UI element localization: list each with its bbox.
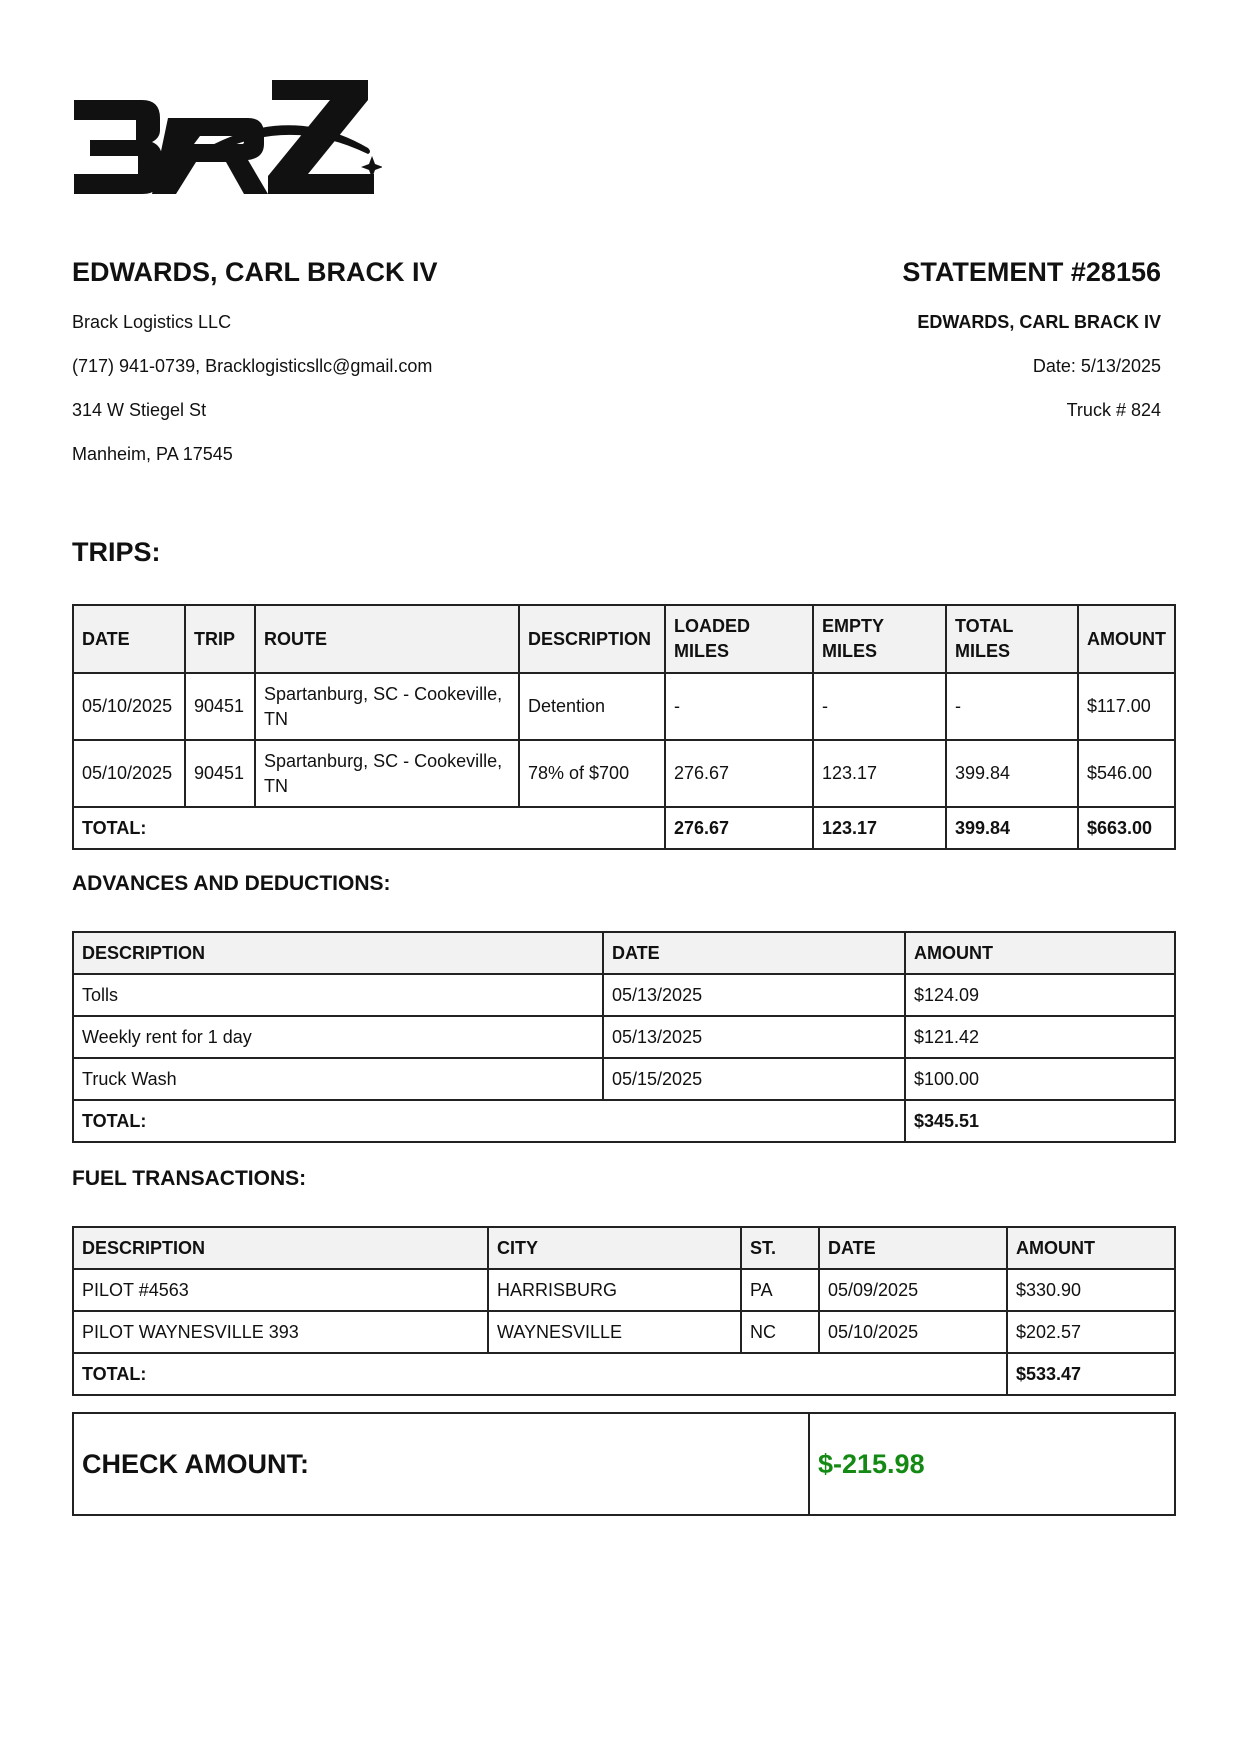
trip-date: 05/10/2025	[73, 740, 185, 807]
total-label: TOTAL:	[73, 807, 665, 849]
header-cell: DESCRIPTION	[519, 605, 665, 673]
trip-route: Spartanburg, SC - Cookeville, TN	[255, 673, 519, 740]
fuel-description: PILOT WAYNESVILLE 393	[73, 1311, 488, 1353]
statement-driver-name: EDWARDS, CARL BRACK IV	[917, 312, 1161, 332]
deduction-date: 05/13/2025	[603, 1016, 905, 1058]
check-amount-box	[72, 1412, 1176, 1516]
total-loaded-miles: 276.67	[665, 807, 813, 849]
statement-date: Date: 5/13/2025	[1032, 356, 1161, 376]
total-amount: $533.47	[1007, 1353, 1175, 1395]
trip-total-miles: -	[946, 673, 1078, 740]
truck-number: Truck # 824	[1066, 400, 1161, 420]
table-row	[73, 1269, 1175, 1311]
table-row	[73, 974, 1175, 1016]
address-line1: 314 W Stiegel St	[72, 400, 207, 420]
trip-empty-miles: 123.17	[813, 740, 946, 807]
address-line2: Manheim, PA 17545	[72, 444, 233, 464]
trip-amount: $546.00	[1078, 740, 1175, 807]
fuel-amount: $330.90	[1007, 1269, 1175, 1311]
fuel-title: FUEL TRANSACTIONS:	[72, 1167, 307, 1190]
check-amount-label: CHECK AMOUNT:	[73, 1413, 809, 1515]
fuel-total-row	[73, 1353, 1175, 1395]
total-label: TOTAL:	[73, 1353, 1007, 1395]
header-cell: EMPTY MILES	[813, 605, 946, 673]
header-cell: ROUTE	[255, 605, 519, 673]
fuel-amount: $202.57	[1007, 1311, 1175, 1353]
advances-total-row	[73, 1100, 1175, 1142]
header-cell: DATE	[73, 605, 185, 673]
brz-logo	[72, 78, 382, 196]
trips-total-row	[73, 807, 1175, 849]
header-cell: AMOUNT	[1078, 605, 1175, 673]
company-name: Brack Logistics LLC	[72, 312, 232, 332]
trips-header-row	[73, 605, 1175, 673]
fuel-city: WAYNESVILLE	[488, 1311, 741, 1353]
check-row	[73, 1413, 1175, 1515]
trip-amount: $117.00	[1078, 673, 1175, 740]
header-cell: AMOUNT	[1007, 1227, 1175, 1269]
trip-route: Spartanburg, SC - Cookeville, TN	[255, 740, 519, 807]
deduction-amount: $121.42	[905, 1016, 1175, 1058]
header-cell: AMOUNT	[905, 932, 1175, 974]
driver-info	[72, 252, 632, 476]
trip-loaded-miles: -	[665, 673, 813, 740]
deduction-description: Tolls	[73, 974, 603, 1016]
trip-number: 90451	[185, 740, 255, 807]
header-cell: DATE	[819, 1227, 1007, 1269]
fuel-header-row	[73, 1227, 1175, 1269]
trip-total-miles: 399.84	[946, 740, 1078, 807]
fuel-date: 05/10/2025	[819, 1311, 1007, 1353]
fuel-city: HARRISBURG	[488, 1269, 741, 1311]
fuel-state: NC	[741, 1311, 819, 1353]
trip-empty-miles: -	[813, 673, 946, 740]
trip-date: 05/10/2025	[73, 673, 185, 740]
statement-title: STATEMENT #28156	[902, 257, 1161, 287]
deduction-description: Truck Wash	[73, 1058, 603, 1100]
table-row	[73, 740, 1175, 807]
fuel-date: 05/09/2025	[819, 1269, 1007, 1311]
deduction-description: Weekly rent for 1 day	[73, 1016, 603, 1058]
trip-description: Detention	[519, 673, 665, 740]
contact-info: (717) 941-0739, Bracklogisticsllc@gmail.com	[72, 356, 433, 376]
trip-number: 90451	[185, 673, 255, 740]
table-row	[73, 1058, 1175, 1100]
fuel-state: PA	[741, 1269, 819, 1311]
total-label: TOTAL:	[73, 1100, 905, 1142]
advances-title: ADVANCES AND DEDUCTIONS:	[72, 872, 391, 895]
header-cell: DESCRIPTION	[73, 1227, 488, 1269]
deduction-date: 05/15/2025	[603, 1058, 905, 1100]
check-amount-value: $-215.98	[809, 1413, 1175, 1515]
header-cell: LOADED MILES	[665, 605, 813, 673]
fuel-description: PILOT #4563	[73, 1269, 488, 1311]
header-cell: ST.	[741, 1227, 819, 1269]
total-empty-miles: 123.17	[813, 807, 946, 849]
header-cell: TOTAL MILES	[946, 605, 1078, 673]
trip-loaded-miles: 276.67	[665, 740, 813, 807]
trips-table	[72, 604, 1176, 850]
header-cell: DESCRIPTION	[73, 932, 603, 974]
table-row	[73, 673, 1175, 740]
advances-header-row	[73, 932, 1175, 974]
deduction-amount: $100.00	[905, 1058, 1175, 1100]
advances-table	[72, 931, 1176, 1143]
trip-description: 78% of $700	[519, 740, 665, 807]
deduction-date: 05/13/2025	[603, 974, 905, 1016]
fuel-table	[72, 1226, 1176, 1396]
total-amount: $663.00	[1078, 807, 1175, 849]
table-row	[73, 1016, 1175, 1058]
driver-name: EDWARDS, CARL BRACK IV	[72, 257, 438, 287]
header-cell: DATE	[603, 932, 905, 974]
total-miles: 399.84	[946, 807, 1078, 849]
trips-title: TRIPS:	[72, 537, 161, 567]
header-cell: TRIP	[185, 605, 255, 673]
statement-page	[72, 0, 1174, 1754]
table-row	[73, 1311, 1175, 1353]
total-amount: $345.51	[905, 1100, 1175, 1142]
statement-info	[601, 252, 1161, 432]
deduction-amount: $124.09	[905, 974, 1175, 1016]
header-cell: CITY	[488, 1227, 741, 1269]
